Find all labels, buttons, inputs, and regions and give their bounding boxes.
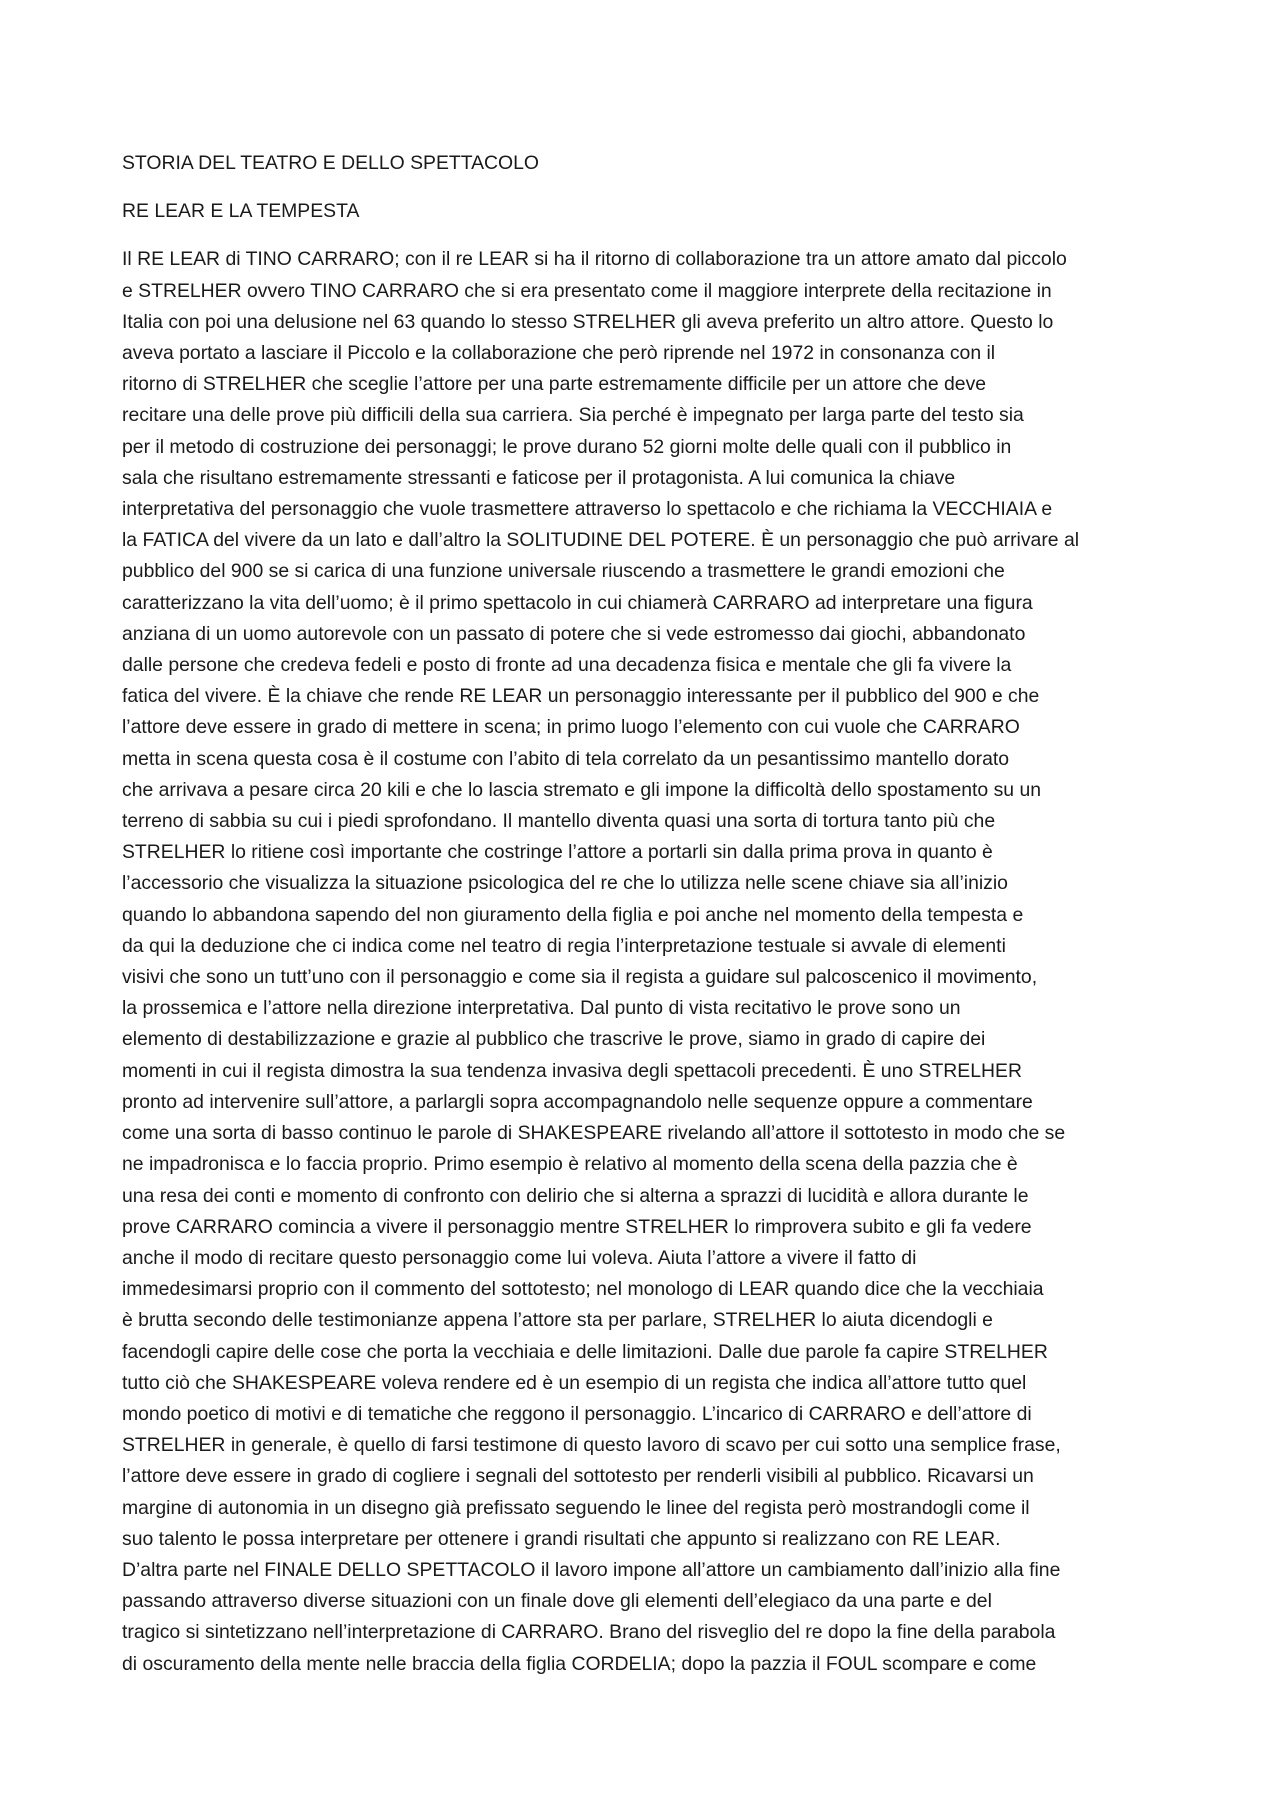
document-page [122, 148, 1172, 1680]
body-line: STRELHER lo ritiene così importante che costringe l’attore a portarli sin dalla prima prova in quanto è [122, 841, 993, 864]
document-title: STORIA DEL TEATRO E DELLO SPETTACOLO [122, 152, 540, 174]
body-line: elemento di destabilizzazione e grazie al pubblico che trascrive le prove, siamo in grado di capire dei [122, 1028, 986, 1051]
body-line: di oscuramento della mente nelle braccia della figlia CORDELIA; dopo la pazzia il FOUL scompare e come [122, 1652, 1037, 1675]
body-line: la prossemica e l’attore nella direzione interpretativa. Dal punto di vista recitativo le prove sono un [122, 997, 961, 1020]
body-line: caratterizzano la vita dell’uomo; è il primo spettacolo in cui chiamerà CARRARO ad interpretare una figura [122, 591, 1033, 614]
body-line: visivi che sono un tutt’uno con il personaggio e come sia il regista a guidare sul palcoscenico il movimento, [122, 966, 1038, 989]
body-line: prove CARRARO comincia a vivere il personaggio mentre STRELHER lo rimprovera subito e gli fa vedere [122, 1215, 1032, 1238]
body-line: dalle persone che credeva fedeli e posto di fronte ad una decadenza fisica e mentale che gli fa vivere la [122, 654, 1012, 677]
body-line: l’accessorio che visualizza la situazione psicologica del re che lo utilizza nelle scene chiave sia all’inizio [122, 872, 1008, 895]
body-line: l’attore deve essere in grado di cogliere i segnali del sottotesto per renderli visibili al pubblico. Ricavarsi un [122, 1465, 1034, 1488]
body-line: metta in scena questa cosa è il costume con l’abito di tela correlato da un pesantissimo mantello dorato [122, 747, 1010, 770]
body-line: aveva portato a lasciare il Piccolo e la collaborazione che però riprende nel 1972 in consonanza con il [122, 342, 996, 365]
body-line: per il metodo di costruzione dei personaggi; le prove durano 52 giorni molte delle quali con il pubblico in [122, 435, 1012, 458]
body-line: è brutta secondo delle testimonianze appena l’attore sta per parlare, STRELHER lo aiuta dicendogli e [122, 1309, 993, 1332]
body-line: ritorno di STRELHER che sceglie l’attore per una parte estremamente difficile per un attore che deve [122, 373, 987, 396]
body-paragraph [122, 244, 1172, 1679]
body-line: immedesimarsi proprio con il commento del sottotesto; nel monologo di LEAR quando dice che la vecchiaia [122, 1278, 1044, 1301]
body-line: la FATICA del vivere da un lato e dall’altro la SOLITUDINE DEL POTERE. È un personaggio che può arrivare al [122, 529, 1080, 552]
body-line: mondo poetico di motivi e di tematiche che reggono il personaggio. L’incarico di CARRARO e dell’attore di [122, 1402, 1032, 1425]
body-line: da qui la deduzione che ci indica come nel teatro di regia l’interpretazione testuale si avvale di elementi [122, 934, 1006, 957]
body-line: una resa dei conti e momento di confronto con delirio che si alterna a sprazzi di lucidità e allora durante le [122, 1184, 1029, 1207]
body-line: margine di autonomia in un disegno già prefissato seguendo le linee del regista però mostrandogli come il [122, 1496, 1030, 1519]
body-line: quando lo abbandona sapendo del non giuramento della figlia e poi anche nel momento della tempesta e [122, 903, 1024, 926]
body-line: D’altra parte nel FINALE DELLO SPETTACOLO il lavoro impone all’attore un cambiamento dall’inizio alla fine [122, 1558, 1061, 1581]
body-line: terreno di sabbia su cui i piedi sprofondano. Il mantello diventa quasi una sorta di tortura tanto più che [122, 810, 996, 833]
body-line: pubblico del 900 se si carica di una funzione universale riuscendo a trasmettere le grandi emozioni che [122, 560, 1005, 583]
body-line: sala che risultano estremamente stressanti e faticose per il protagonista. A lui comunica la chiave [122, 466, 956, 489]
body-line: anziana di un uomo autorevole con un passato di potere che si vede estromesso dai giochi, abbandonato [122, 622, 1026, 645]
body-line: tragico si sintetizzano nell’interpretazione di CARRARO. Brano del risveglio del re dopo la fine della parabola [122, 1621, 1056, 1644]
body-line: facendogli capire delle cose che porta la vecchiaia e delle limitazioni. Dalle due parole fa capire STRELHER [122, 1340, 1048, 1363]
body-line: interpretativa del personaggio che vuole trasmettere attraverso lo spettacolo e che richiama la VECCHIAIA e [122, 498, 1053, 521]
body-line: che arrivava a pesare circa 20 kili e che lo lascia stremato e gli impone la difficoltà dello spostamento su un [122, 778, 1042, 801]
body-line: STRELHER in generale, è quello di farsi testimone di questo lavoro di scavo per cui sotto una semplice frase, [122, 1434, 1061, 1457]
body-line: suo talento le possa interpretare per ottenere i grandi risultati che appunto si realizzano con RE LEAR. [122, 1527, 1001, 1550]
body-line: anche il modo di recitare questo personaggio come lui voleva. Aiuta l’attore a vivere il fatto di [122, 1246, 917, 1269]
body-line: Italia con poi una delusione nel 63 quando lo stesso STRELHER gli aveva preferito un altro attore. Questo lo [122, 310, 1054, 333]
body-line: Il RE LEAR di TINO CARRARO; con il re LEAR si ha il ritorno di collaborazione tra un attore amato dal piccolo [122, 248, 1067, 271]
body-line: tutto ciò che SHAKESPEARE voleva rendere ed è un esempio di un regista che indica all’attore tutto quel [122, 1371, 1027, 1394]
body-line: pronto ad intervenire sull’attore, a parlargli sopra accompagnandolo nelle sequenze oppure a commentare [122, 1090, 1033, 1113]
body-line: passando attraverso diverse situazioni con un finale dove gli elementi dell’elegiaco da una parte e del [122, 1590, 992, 1613]
document-subtitle: RE LEAR E LA TEMPESTA [122, 200, 360, 223]
body-line: ne impadronisca e lo faccia proprio. Primo esempio è relativo al momento della scena della pazzia che è [122, 1153, 1018, 1176]
body-line: e STRELHER ovvero TINO CARRARO che si era presentato come il maggiore interprete della recitazione in [122, 279, 1052, 302]
body-line: momenti in cui il regista dimostra la sua tendenza invasiva degli spettacoli precedenti. È uno STRELHER [122, 1059, 1022, 1082]
body-line: recitare una delle prove più difficili della sua carriera. Sia perché è impegnato per larga parte del testo sia [122, 404, 1024, 427]
body-line: come una sorta di basso continuo le parole di SHAKESPEARE rivelando all’attore il sottotesto in modo che se [122, 1122, 1066, 1145]
body-line: l’attore deve essere in grado di mettere in scena; in primo luogo l’elemento con cui vuole che CARRARO [122, 716, 1020, 739]
body-line: fatica del vivere. È la chiave che rende RE LEAR un personaggio interessante per il pubblico del 900 e che [122, 685, 1040, 708]
